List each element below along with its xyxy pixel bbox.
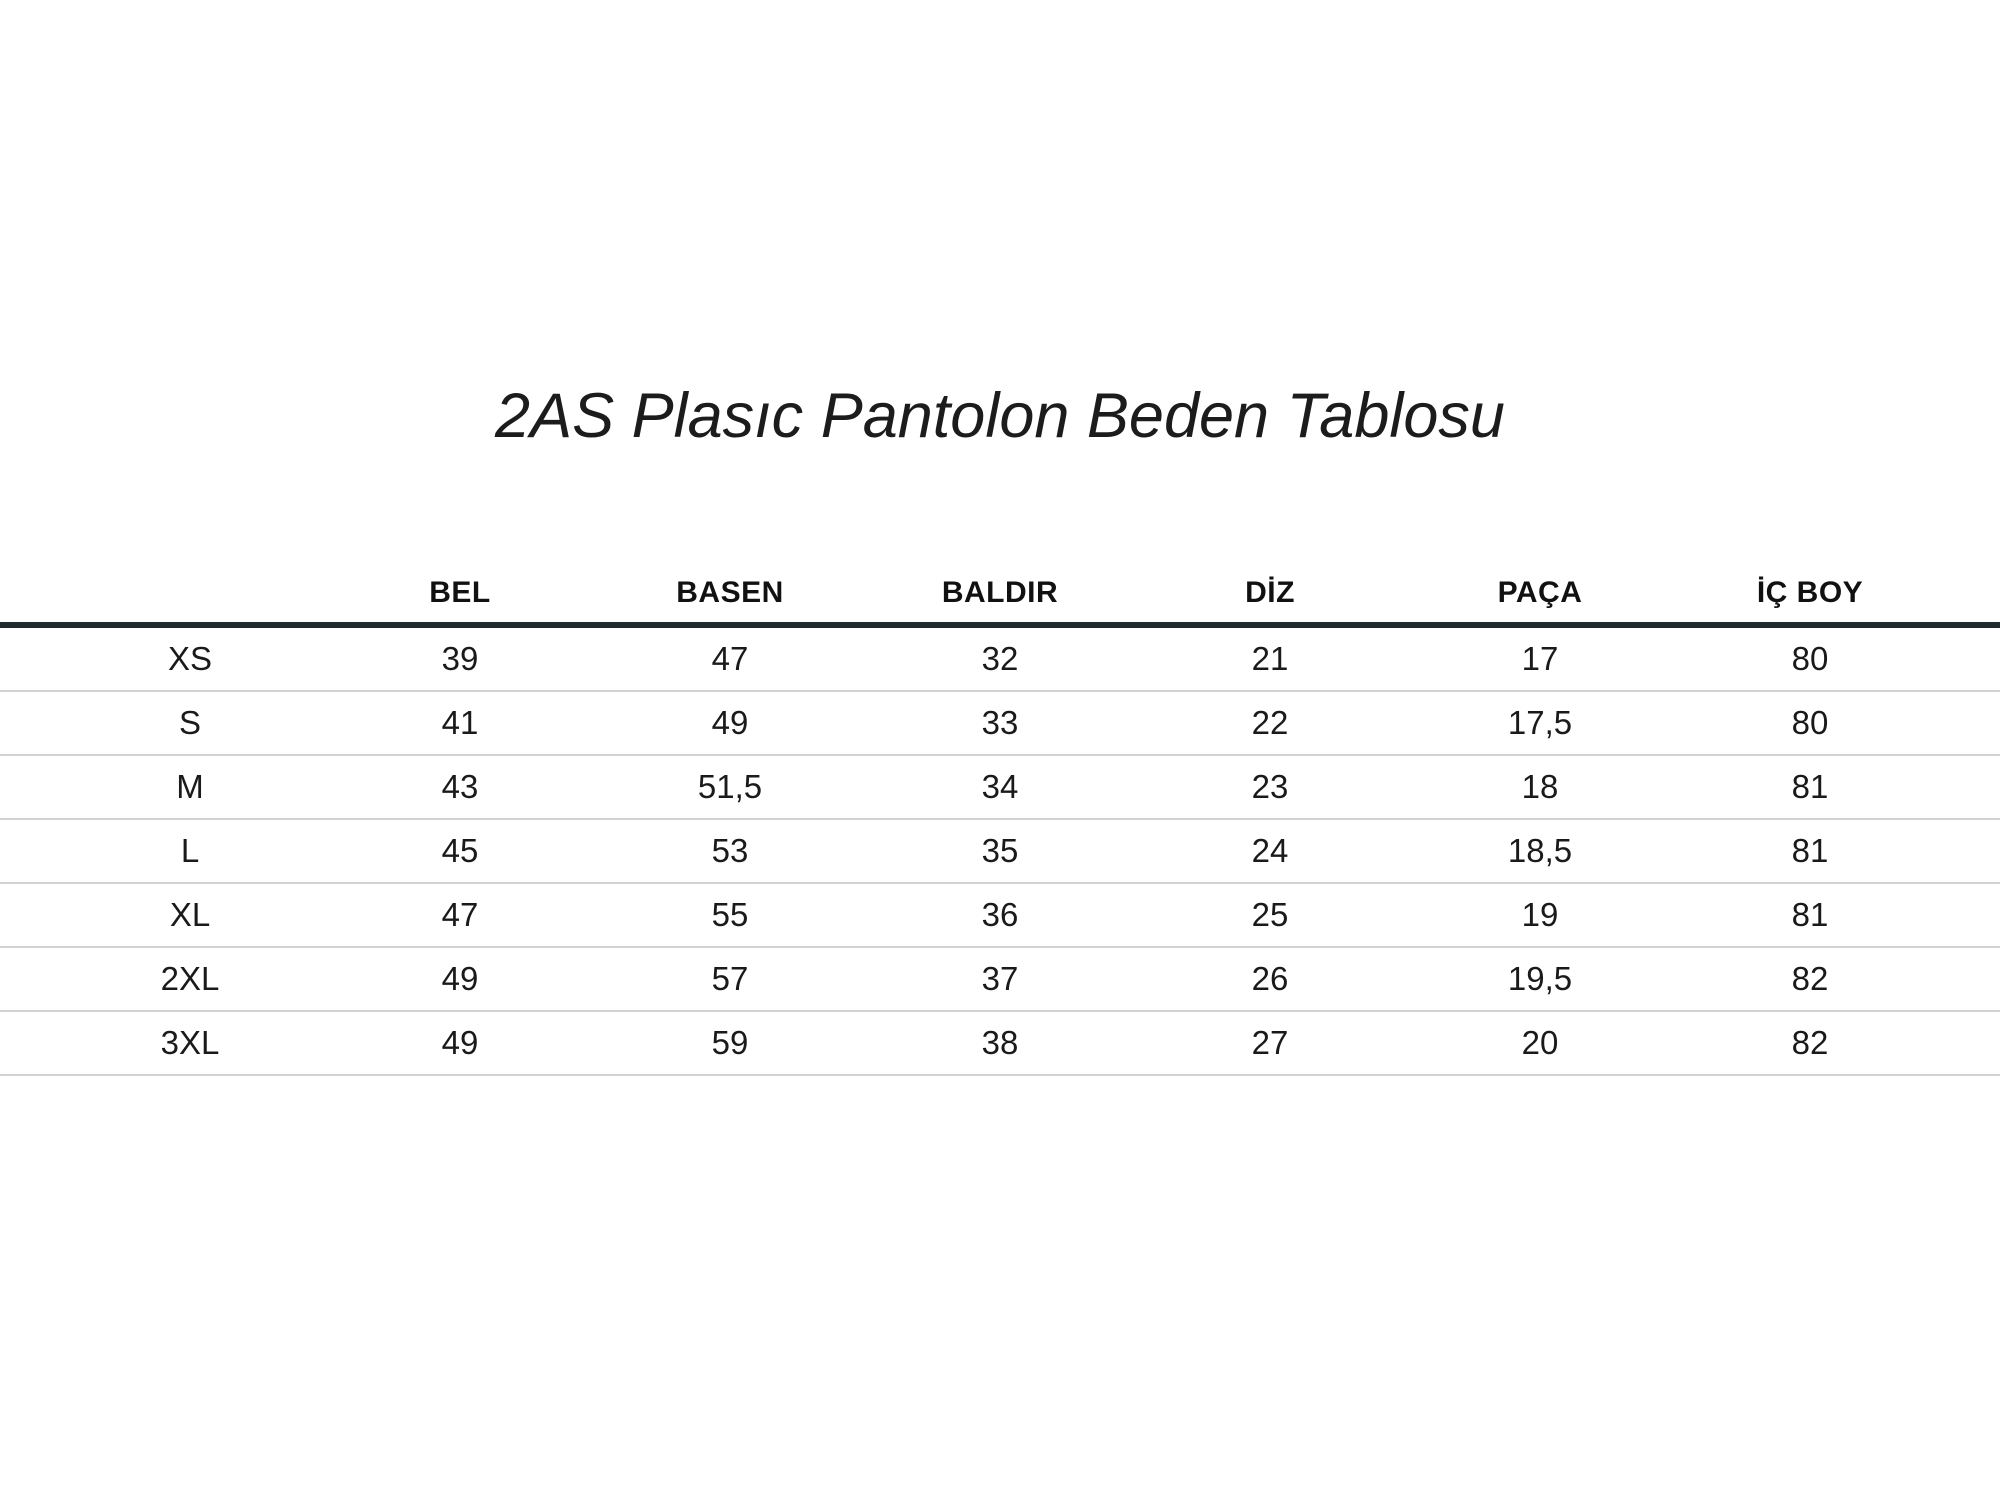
value-cell: 19 <box>1521 896 1559 933</box>
value-cell: 17,5 <box>1507 704 1573 741</box>
column-header-baldir: BALDIR <box>941 575 1059 609</box>
table-row-3xl <box>0 1012 2000 1076</box>
value-cell: 53 <box>711 832 749 869</box>
value-cell: 59 <box>711 1024 749 1061</box>
value-cell: 32 <box>981 640 1019 677</box>
value-cell: 33 <box>981 704 1019 741</box>
value-cell: 17 <box>1521 640 1559 677</box>
table-header-row <box>0 563 2000 628</box>
size-cell: L <box>180 832 200 869</box>
value-cell: 55 <box>711 896 749 933</box>
value-cell: 80 <box>1791 704 1829 741</box>
size-table <box>0 563 2000 1076</box>
value-cell: 51,5 <box>697 768 763 805</box>
value-cell: 19,5 <box>1507 960 1573 997</box>
table-row-2xl <box>0 948 2000 1012</box>
value-cell: 24 <box>1251 832 1289 869</box>
table-row-xl <box>0 884 2000 948</box>
size-cell: XL <box>169 896 211 933</box>
column-header-paca: PAÇA <box>1497 575 1583 609</box>
value-cell: 18,5 <box>1507 832 1573 869</box>
value-cell: 23 <box>1251 768 1289 805</box>
size-cell: M <box>176 768 204 805</box>
column-header-basen: BASEN <box>676 575 784 609</box>
value-cell: 80 <box>1791 640 1829 677</box>
table-row-s <box>0 692 2000 756</box>
value-cell: 22 <box>1251 704 1289 741</box>
page-title: 2AS Plasıc Pantolon Beden Tablosu <box>495 381 1505 451</box>
table-row-l <box>0 820 2000 884</box>
value-cell: 20 <box>1521 1024 1559 1061</box>
value-cell: 39 <box>441 640 479 677</box>
table-row-m <box>0 756 2000 820</box>
column-header-bel: BEL <box>429 575 491 609</box>
value-cell: 21 <box>1251 640 1289 677</box>
value-cell: 37 <box>981 960 1019 997</box>
value-cell: 41 <box>441 704 479 741</box>
column-header-diz: DİZ <box>1245 575 1295 609</box>
value-cell: 36 <box>981 896 1019 933</box>
value-cell: 18 <box>1521 768 1559 805</box>
value-cell: 82 <box>1791 1024 1829 1061</box>
value-cell: 81 <box>1791 768 1829 805</box>
size-cell: 2XL <box>160 960 220 997</box>
value-cell: 81 <box>1791 896 1829 933</box>
value-cell: 47 <box>441 896 479 933</box>
value-cell: 27 <box>1251 1024 1289 1061</box>
value-cell: 26 <box>1251 960 1289 997</box>
value-cell: 47 <box>711 640 749 677</box>
value-cell: 35 <box>981 832 1019 869</box>
column-header-icboy: İÇ BOY <box>1756 575 1864 609</box>
value-cell: 82 <box>1791 960 1829 997</box>
value-cell: 45 <box>441 832 479 869</box>
value-cell: 34 <box>981 768 1019 805</box>
size-cell: 3XL <box>160 1024 220 1061</box>
value-cell: 49 <box>441 1024 479 1061</box>
size-cell: XS <box>167 640 213 677</box>
value-cell: 38 <box>981 1024 1019 1061</box>
value-cell: 43 <box>441 768 479 805</box>
value-cell: 25 <box>1251 896 1289 933</box>
value-cell: 57 <box>711 960 749 997</box>
table-row-xs <box>0 628 2000 692</box>
value-cell: 81 <box>1791 832 1829 869</box>
value-cell: 49 <box>441 960 479 997</box>
size-cell: S <box>178 704 201 741</box>
value-cell: 49 <box>711 704 749 741</box>
